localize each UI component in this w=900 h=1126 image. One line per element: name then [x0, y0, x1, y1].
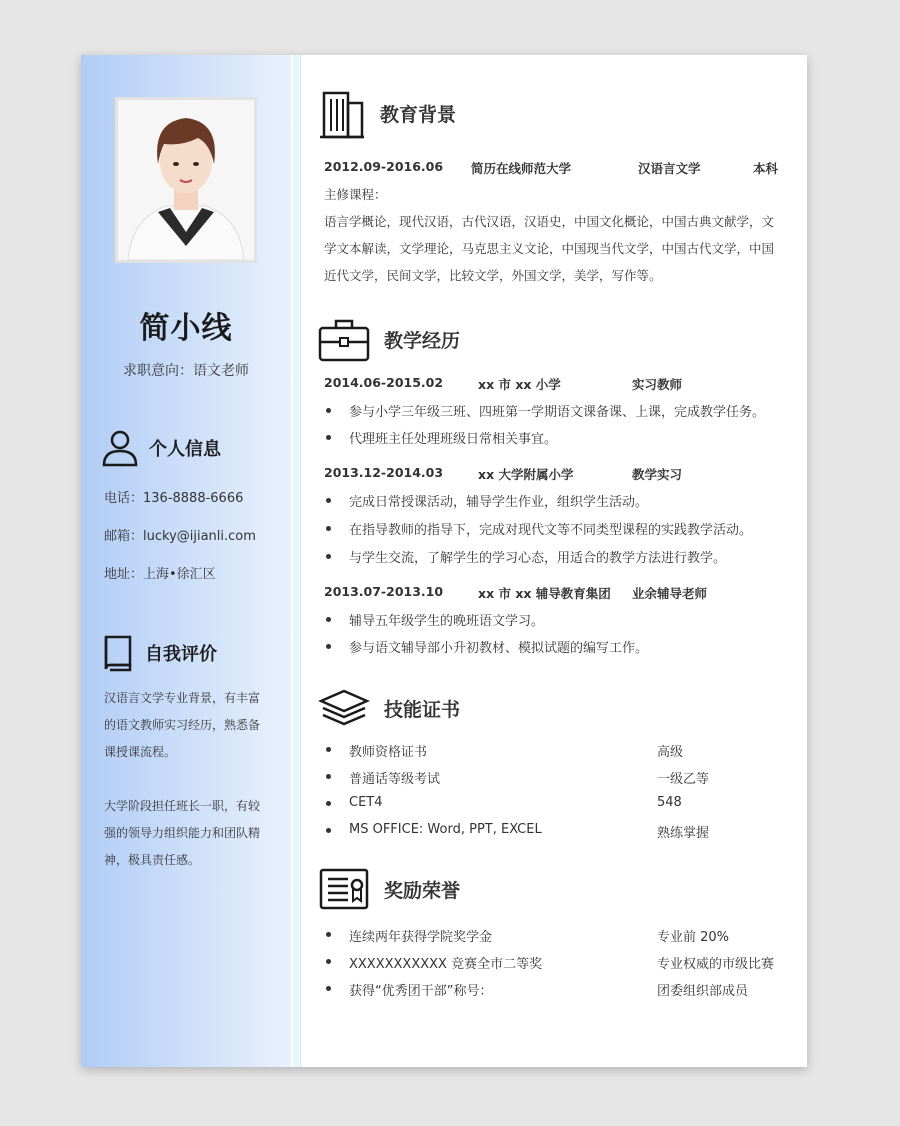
teaching-org: xx 市 xx 小学 [478, 377, 561, 392]
skills-title: 技能证书 [384, 698, 461, 721]
self-eval-paragraph-2: 大学阶段担任班长一职，有较强的领导力组织能力和团队精神，极具责任感。 [104, 799, 261, 867]
teaching-item: 完成日常授课活动，辅导学生作业，组织学生活动。 [349, 495, 649, 510]
skill-level: 高级 [657, 745, 684, 760]
teaching-item: 辅导五年级学生的晚班语文学习。 [349, 614, 545, 629]
teaching-title: 教学经历 [384, 329, 461, 352]
sidebar [81, 55, 291, 1067]
email-text: 邮箱：lucky@ijianli.com [104, 529, 256, 544]
teaching-date: 2013.07-2013.10 [324, 584, 444, 599]
self-eval-header [101, 633, 217, 673]
education-major: 汉语言文学 [638, 161, 701, 176]
education-header [318, 87, 456, 139]
award-name: XXXXXXXXXXX 竞赛全市二等奖 [349, 957, 543, 972]
awards-header [318, 863, 460, 915]
bullet-dot [326, 435, 331, 440]
teaching-date: 2013.12-2014.03 [324, 465, 444, 480]
divider-line [300, 55, 301, 1067]
education-degree: 本科 [753, 161, 779, 176]
teaching-item: 与学生交流，了解学生的学习心态，用适合的教学方法进行教学。 [349, 551, 727, 566]
book-icon [101, 634, 135, 672]
bullet-dot [326, 498, 331, 503]
certificate-icon [318, 867, 370, 911]
education-title: 教育背景 [380, 103, 457, 126]
teaching-header [318, 313, 460, 365]
skill-level: 一级乙等 [657, 772, 710, 787]
teaching-org: xx 大学附属小学 [478, 467, 574, 482]
teaching-item: 参与小学三年级三班、四班第一学期语文课备课、上课，完成教学任务。 [349, 405, 766, 420]
job-target: 求职意向：语文老师 [123, 363, 249, 379]
person-icon [101, 429, 139, 467]
self-eval-title: 自我评价 [145, 644, 217, 665]
teaching-role: 实习教师 [632, 377, 683, 392]
skill-level: 548 [657, 795, 682, 810]
teaching-role: 业余辅导老师 [632, 586, 708, 601]
personal-info-title: 个人信息 [149, 439, 221, 460]
awards-title: 奖励荣誉 [384, 879, 461, 902]
education-school: 简历在线师范大学 [471, 161, 572, 176]
phone-text: 电话：136-8888-6666 [104, 491, 244, 506]
skills-header [318, 682, 460, 734]
teaching-item: 代理班主任处理班级日常相关事宜。 [349, 432, 558, 447]
award-name: 获得“优秀团干部”称号： [349, 984, 493, 999]
candidate-name: 简小线 [139, 311, 233, 346]
bullet-dot [326, 408, 331, 413]
teaching-item: 参与语文辅导部小升初教材、模拟试题的编写工作。 [349, 641, 649, 656]
skill-level: 熟练掌握 [657, 826, 710, 841]
skill-name: CET4 [349, 795, 383, 810]
layers-icon [318, 688, 370, 728]
teaching-date: 2014.06-2015.02 [324, 375, 444, 390]
profile-photo [115, 97, 257, 263]
building-icon [318, 87, 366, 139]
courses-text: 语言学概论，现代汉语，古代汉语，汉语史，中国文化概论，中国古典文献学，文学文本解读，文学理论，马克思主义文论，中国现当代文学，中国古代文学，中国近代文学，民间文学，比较文学，外国文学，美学，写作等。 [324, 214, 775, 283]
award-level: 专业前 20% [657, 930, 730, 945]
personal-info-header [101, 428, 221, 468]
teaching-role: 教学实习 [632, 467, 683, 482]
teaching-org: xx 市 xx 辅导教育集团 [478, 586, 611, 601]
teaching-item: 在指导教师的指导下，完成对现代文等不同类型课程的实践教学活动。 [349, 523, 753, 538]
bullet-dot [326, 801, 331, 806]
skill-name: 教师资格证书 [349, 745, 428, 760]
courses-label: 主修课程： [324, 187, 387, 202]
skill-name: MS OFFICE: Word, PPT, EXCEL [349, 822, 542, 837]
bullet-dot [326, 747, 331, 752]
self-eval-paragraph-1: 汉语言文学专业背景，有丰富的语文教师实习经历，熟悉备课授课流程。 [104, 691, 261, 759]
address-text: 地址：上海•徐汇区 [104, 567, 216, 582]
education-date: 2012.09-2016.06 [324, 159, 444, 174]
bullet-dot [326, 644, 331, 649]
bullet-dot [326, 986, 331, 991]
divider-strip [293, 55, 299, 1067]
resume-page [81, 55, 807, 1067]
bullet-dot [326, 932, 331, 937]
skill-name: 普通话等级考试 [349, 772, 441, 787]
award-level: 团委组织部成员 [657, 984, 749, 999]
bullet-dot [326, 617, 331, 622]
bullet-dot [326, 959, 331, 964]
bullet-dot [326, 774, 331, 779]
award-name: 连续两年获得学院奖学金 [349, 930, 493, 945]
award-level: 专业权威的市级比赛 [657, 957, 775, 972]
bullet-dot [326, 526, 331, 531]
briefcase-icon [318, 316, 370, 362]
bullet-dot [326, 554, 331, 559]
bullet-dot [326, 828, 331, 833]
